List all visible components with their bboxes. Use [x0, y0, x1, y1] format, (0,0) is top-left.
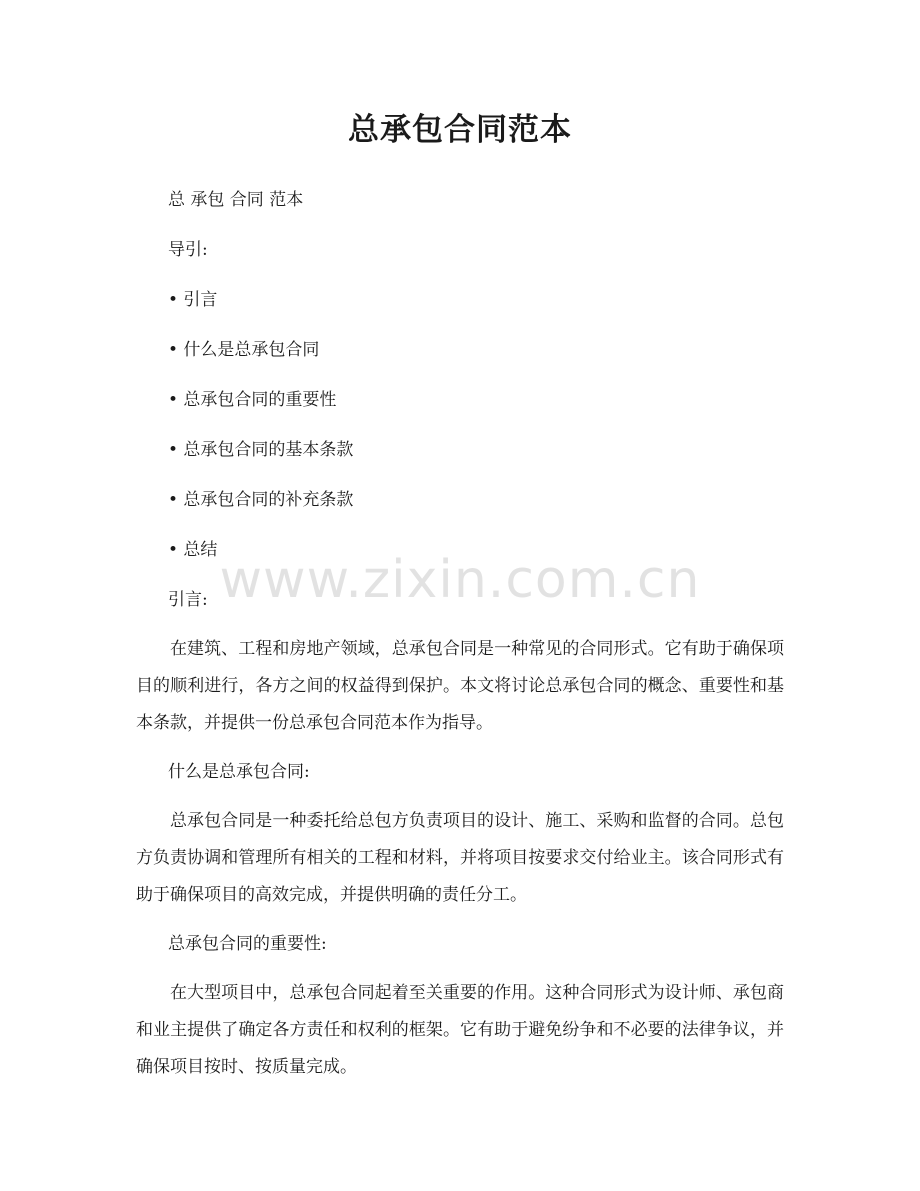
- section-body-importance: 在大型项目中，总承包合同起着至关重要的作用。这种合同形式为设计师、承包商和业主提供了确定各方责任和权利的框架。它有助于避免纷争和不必要的法律争议，并确保项目按时、按质量完成。: [136, 983, 784, 1077]
- toc-heading: 导引:: [168, 240, 208, 260]
- toc-item-summary: • 总结: [168, 540, 218, 560]
- toc-item-basic-terms: • 总承包合同的基本条款: [168, 440, 354, 460]
- section-heading-intro: 引言:: [168, 590, 208, 610]
- section-body-intro: 在建筑、工程和房地产领域，总承包合同是一种常见的合同形式。它有助于确保项目的顺利进行，各方之间的权益得到保护。本文将讨论总承包合同的概念、重要性和基本条款，并提供一份总承包合同范本作为指导。: [136, 639, 784, 733]
- section-body-definition: 总承包合同是一种委托给总包方负责项目的设计、施工、采购和监督的合同。总包方负责协调和管理所有相关的工程和材料，并将项目按要求交付给业主。该合同形式有助于确保项目的高效完成，并提供明确的责任分工。: [136, 811, 784, 905]
- toc-item-supplementary-terms: • 总承包合同的补充条款: [168, 490, 354, 510]
- watermark: www.zixin.com.cn: [219, 550, 701, 610]
- document-title: 总承包合同范本: [348, 112, 572, 148]
- toc-item-importance: • 总承包合同的重要性: [168, 390, 337, 410]
- section-heading-definition: 什么是总承包合同:: [168, 762, 310, 782]
- toc-item-definition: • 什么是总承包合同: [168, 340, 320, 360]
- section-heading-importance: 总承包合同的重要性:: [168, 934, 327, 954]
- document-subtitle: 总 承包 合同 范本: [168, 190, 304, 210]
- toc-item-intro: • 引言: [168, 290, 218, 310]
